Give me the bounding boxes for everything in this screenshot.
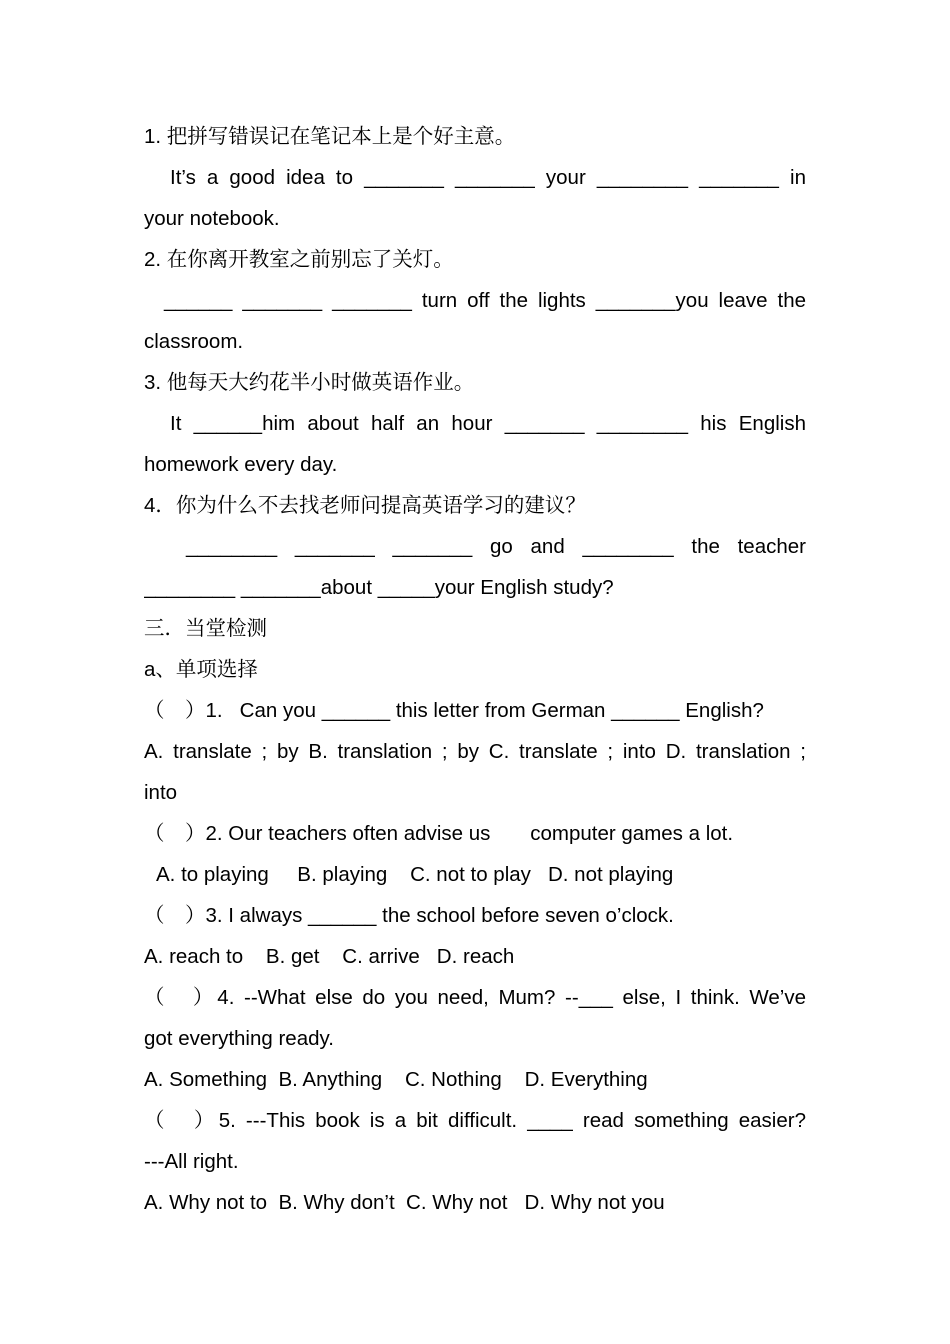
- mc3-options: A. reach to B. get C. arrive D. reach: [144, 945, 515, 968]
- mc1-question: （ ）1. Can you ______ this letter from German ______ English?: [144, 699, 764, 722]
- mc4-question-cont: got everything ready.: [144, 1027, 334, 1050]
- mc5-question: （ ）5. ---This book is a bit difficult. ____ read something easier?: [144, 1109, 806, 1132]
- mc5-question-cont: ---All right.: [144, 1150, 239, 1173]
- mc5-options: A. Why not to B. Why don’t C. Why not D. Why not you: [144, 1191, 665, 1214]
- mc1-options: A. translate ; by B. translation ; by C. translate ; into D. translation ;: [144, 740, 806, 763]
- q4-english-cont: ________ _______about _____your English study?: [144, 576, 614, 599]
- section-heading: 三．当堂检测: [144, 617, 267, 640]
- q1-english: It’s a good idea to _______ _______ your ________ _______ in: [170, 166, 806, 189]
- mc4-options: A. Something B. Anything C. Nothing D. Everything: [144, 1068, 648, 1091]
- q2-english: ______ _______ _______ turn off the lights _______you leave the: [164, 289, 806, 312]
- subsection-heading: a、单项选择: [144, 658, 258, 681]
- mc1-options-cont: into: [144, 781, 178, 804]
- q2-chinese: 2. 在你离开教室之前别忘了关灯。: [144, 248, 454, 271]
- q3-chinese: 3. 他每天大约花半小时做英语作业。: [144, 371, 475, 394]
- mc3-question: （ ）3. I always ______ the school before seven o’clock.: [144, 904, 674, 927]
- q1-chinese: 1. 把拼写错误记在笔记本上是个好主意。: [144, 125, 516, 148]
- mc2-question: （ ）2. Our teachers often advise us computer games a lot.: [144, 822, 734, 845]
- q3-english: It ______him about half an hour _______ ________ his English: [170, 412, 806, 435]
- q4-english: ________ _______ _______ go and ________ the teacher: [186, 535, 806, 558]
- q3-english-cont: homework every day.: [144, 453, 338, 476]
- worksheet-page: [144, 116, 806, 1223]
- mc2-options: A. to playing B. playing C. not to play D. not playing: [156, 863, 674, 886]
- q2-english-cont: classroom.: [144, 330, 244, 353]
- q4-chinese: 4．你为什么不去找老师问提高英语学习的建议？: [144, 494, 586, 517]
- q1-english-cont: your notebook.: [144, 207, 280, 230]
- mc4-question: （ ）4. --What else do you need, Mum? --___ else, I think. We’ve: [144, 986, 806, 1009]
